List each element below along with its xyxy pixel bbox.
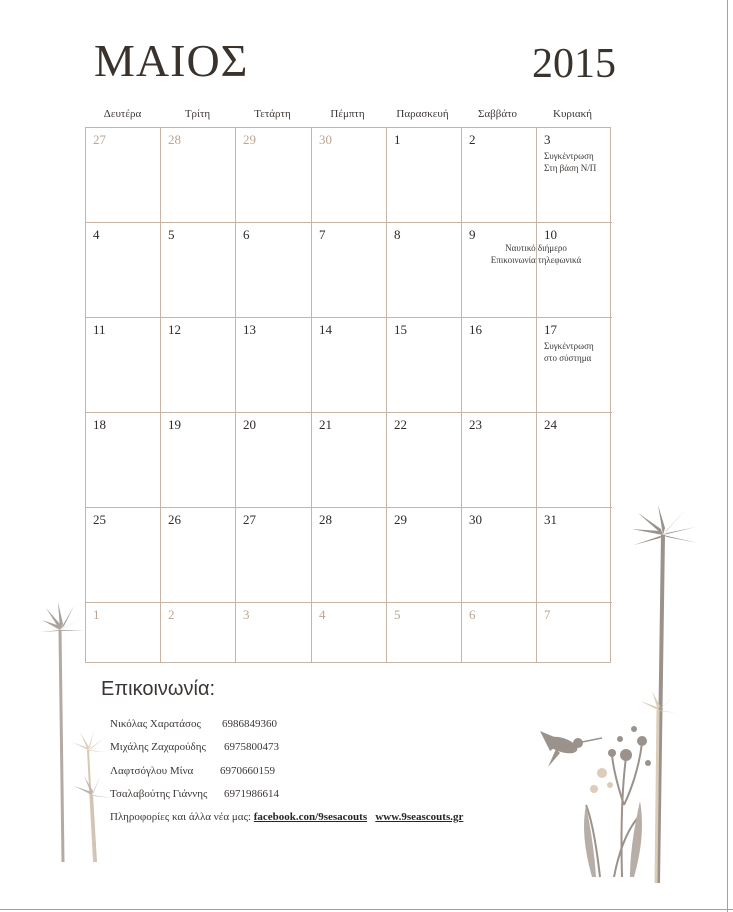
day-number: 28 — [168, 132, 181, 147]
weekday-label: Δευτέρα — [103, 108, 142, 120]
day-cell[interactable] — [161, 128, 236, 223]
event-note: Συγκέντρωση στο σύστημα — [544, 341, 594, 363]
day-cell[interactable] — [312, 413, 387, 508]
day-number: 20 — [243, 417, 256, 432]
day-cell[interactable] — [537, 223, 612, 318]
day-number: 3 — [243, 607, 250, 622]
day-number: 13 — [243, 322, 256, 337]
day-number: 27 — [243, 512, 256, 527]
day-cell[interactable] — [462, 508, 537, 603]
day-number: 2 — [168, 607, 175, 622]
day-cell[interactable] — [86, 128, 161, 223]
event-note: Συγκέντρωση Στη βάση Ν/Π — [544, 151, 597, 173]
day-number: 8 — [394, 227, 401, 242]
day-cell[interactable] — [462, 223, 537, 318]
day-cell[interactable] — [236, 508, 312, 603]
year-title: 2015 — [532, 41, 616, 87]
weekday-label: Σαββάτο — [477, 108, 518, 120]
day-cell[interactable] — [387, 128, 462, 223]
day-number: 9 — [469, 227, 476, 242]
day-number: 15 — [394, 322, 407, 337]
day-number: 25 — [93, 512, 106, 527]
day-number: 5 — [168, 227, 175, 242]
day-cell[interactable] — [161, 318, 236, 413]
day-number: 21 — [319, 417, 332, 432]
contact-phone: 6975800473 — [224, 741, 279, 753]
weekday-label: Πέμπτη — [330, 108, 365, 120]
day-cell[interactable] — [462, 413, 537, 508]
day-cell[interactable] — [86, 318, 161, 413]
day-cell[interactable] — [312, 508, 387, 603]
day-cell[interactable] — [387, 508, 462, 603]
day-cell[interactable] — [537, 413, 612, 508]
day-number: 4 — [319, 607, 326, 622]
info-row — [110, 811, 463, 823]
weekend-event[interactable] — [461, 242, 611, 266]
day-number: 7 — [319, 227, 326, 242]
day-number: 30 — [469, 512, 482, 527]
day-number: 11 — [93, 322, 106, 337]
day-number: 17 — [544, 322, 557, 337]
day-number: 10 — [544, 227, 557, 242]
event-line: Επικοινωνία τηλεφωνικά — [490, 255, 582, 265]
contact-name: Λαφτσόγλου Μίνα — [110, 765, 194, 777]
day-number: 7 — [544, 607, 551, 622]
month-title: ΜΑΙΟΣ — [94, 35, 249, 86]
day-cell[interactable] — [161, 223, 236, 318]
day-cell[interactable] — [86, 508, 161, 603]
day-cell[interactable] — [312, 603, 387, 662]
day-cell[interactable] — [462, 128, 537, 223]
day-number: 30 — [319, 132, 332, 147]
day-number: 28 — [319, 512, 332, 527]
day-cell[interactable] — [161, 413, 236, 508]
day-number: 12 — [168, 322, 181, 337]
weekday-label: Τετάρτη — [254, 108, 291, 120]
day-cell[interactable] — [312, 128, 387, 223]
contact-phone: 6970660159 — [220, 765, 275, 777]
weekday-label: Τρίτη — [184, 108, 211, 120]
day-number: 6 — [469, 607, 476, 622]
day-number: 4 — [93, 227, 100, 242]
day-cell[interactable] — [236, 128, 312, 223]
day-number: 6 — [243, 227, 250, 242]
day-cell[interactable] — [312, 318, 387, 413]
page-edge — [727, 0, 728, 912]
day-number: 29 — [243, 132, 256, 147]
contact-name: Τσαλαβούτης Γιάννης — [110, 788, 208, 800]
day-cell[interactable] — [236, 223, 312, 318]
day-number: 2 — [469, 132, 476, 147]
plant-right-icon — [530, 505, 726, 883]
day-number: 23 — [469, 417, 482, 432]
plant-left-icon — [36, 600, 126, 862]
contact-phone: 6986849360 — [222, 718, 277, 730]
event-line: Ναυτικό διήμερο — [505, 243, 567, 253]
day-number: 14 — [319, 322, 332, 337]
weekday-label: Κυριακή — [553, 108, 592, 120]
day-number: 27 — [93, 132, 106, 147]
day-cell[interactable] — [462, 603, 537, 662]
day-cell[interactable] — [537, 318, 612, 413]
day-cell[interactable] — [537, 128, 612, 223]
day-number: 1 — [93, 607, 100, 622]
day-number: 19 — [168, 417, 181, 432]
day-cell[interactable] — [236, 318, 312, 413]
day-cell[interactable] — [86, 223, 161, 318]
day-cell[interactable] — [387, 603, 462, 662]
day-number: 29 — [394, 512, 407, 527]
day-number: 18 — [93, 417, 106, 432]
day-number: 24 — [544, 417, 557, 432]
day-cell[interactable] — [236, 413, 312, 508]
day-cell[interactable] — [161, 508, 236, 603]
contact-phone: 6971986614 — [224, 788, 279, 800]
page-edge — [0, 909, 733, 910]
contact-name: Μιχάλης Ζαχαρούδης — [110, 741, 206, 753]
day-number: 5 — [394, 607, 401, 622]
info-text: Πληροφορίες και άλλα νέα μας: — [110, 811, 251, 823]
day-cell[interactable] — [312, 223, 387, 318]
day-cell[interactable] — [86, 413, 161, 508]
day-number: 3 — [544, 132, 551, 147]
day-cell[interactable] — [387, 318, 462, 413]
day-cell[interactable] — [236, 603, 312, 662]
day-number: 31 — [544, 512, 557, 527]
day-cell[interactable] — [387, 413, 462, 508]
contact-heading: Επικοινωνία: — [101, 678, 216, 700]
day-cell[interactable] — [161, 603, 236, 662]
weekday-label: Παρασκευή — [396, 108, 449, 120]
day-cell[interactable] — [387, 223, 462, 318]
weekday-header — [85, 108, 611, 124]
day-cell[interactable] — [462, 318, 537, 413]
contact-name: Νικόλας Χαρατάσος — [110, 718, 201, 730]
website-link[interactable]: www.9seascouts.gr — [375, 811, 464, 823]
day-number: 22 — [394, 417, 407, 432]
facebook-link[interactable]: facebook.con/9sesacouts — [253, 811, 368, 823]
day-number: 1 — [394, 132, 401, 147]
day-number: 16 — [469, 322, 482, 337]
day-number: 26 — [168, 512, 181, 527]
